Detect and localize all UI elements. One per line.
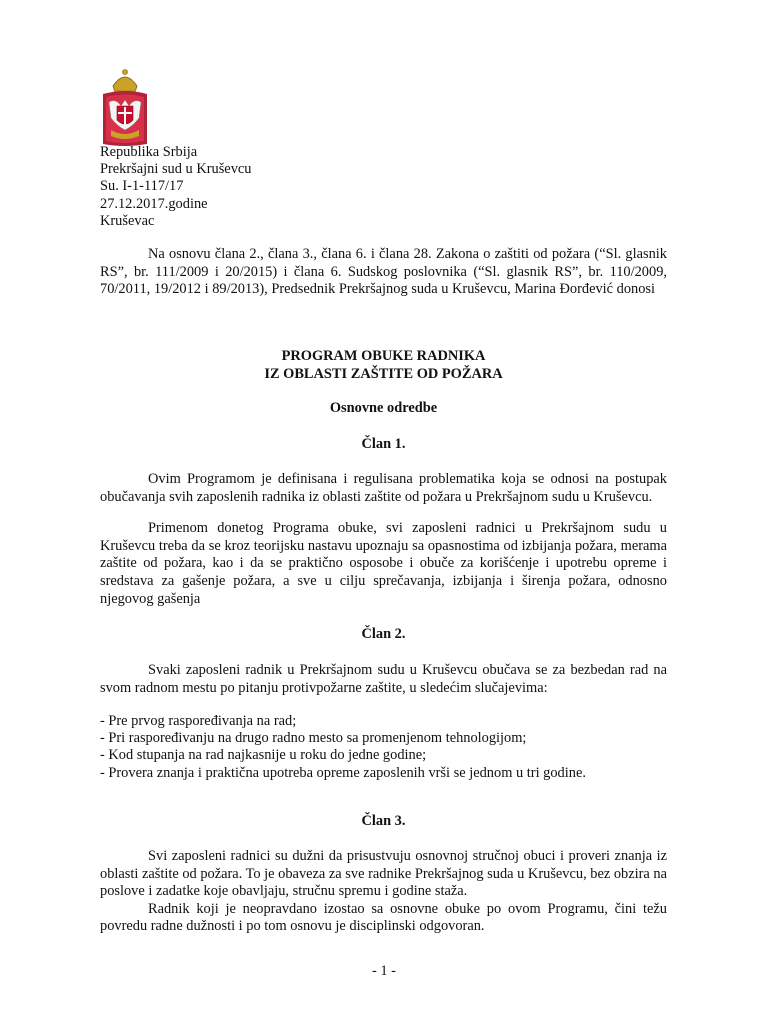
header-line: Su. I-1-117/17 bbox=[100, 178, 184, 195]
list-item: - Pre prvog raspoređivanja na rad; bbox=[100, 713, 297, 729]
clan-2-paragraph-1: Svaki zaposleni radnik u Prekršajnom sudu u Kruševcu obučava se za bezbedan rad na svom radnom mestu po pitanju protivpožarne zaštite, u sledećim slučajevima: bbox=[100, 662, 667, 696]
clan-1-paragraph-1: Ovim Programom je definisana i regulisana problematika koja se odnosi na postupak obučavanja svih zaposlenih radnika iz oblasti zaštite od požara u Prekršajnom sudu u Kruševcu. bbox=[100, 471, 667, 505]
clan-3-paragraph-2: Radnik koji je neopravdano izostao sa osnovne obuke po ovom Programu, čini težu povredu radne dužnosti i po tom osnovu je disciplinski odgovoran. bbox=[100, 900, 667, 935]
clan-2-block bbox=[100, 662, 667, 697]
list-item: - Kod stupanja na rad najkasnije u roku do jedne godine; bbox=[100, 747, 427, 764]
clan-1-paragraph-2: Primenom donetog Programa obuke, svi zaposleni radnici u Prekršajnom sudu u Kruševcu treba da se kroz teorijsku nastavu upoznaju sa opasnostima od izbijanja požara, merama zaštite od požara, kao i da se praktično osposobe i obuče za korišćenje i upotrebu opreme i sredstava za gašenje požara, a sve u cilju sprečavanja, izbijanja i širenja požara, odnosno njegovog gašenja bbox=[100, 520, 667, 607]
clan-3-heading: Član 3. bbox=[361, 813, 406, 829]
clan-3-paragraph-1: Svi zaposleni radnici su dužni da prisustvuju osnovnoj stručnoj obuci i proveri znanja iz oblasti zaštite od požara. To je obaveza za sve radnike Prekršajnog suda u Kruševcu, bez obzira na poslove i zadatke koje obavljaju, stručnu spremu i godine staža. bbox=[100, 848, 667, 900]
clan-2-heading: Član 2. bbox=[361, 626, 406, 642]
page-number: - 1 - bbox=[372, 963, 396, 979]
court-header bbox=[100, 144, 251, 230]
clan-1-heading: Član 1. bbox=[361, 436, 406, 452]
clan-3-block bbox=[100, 848, 667, 936]
section-heading: Osnovne odredbe bbox=[329, 400, 438, 416]
coat-of-arms-emblem bbox=[99, 66, 151, 148]
intro-paragraph: Na osnovu člana 2., člana 3., člana 6. i člana 28. Zakona o zaštiti od požara (“Sl. glasnik RS”, br. 111/2009 i 20/2015) i člana 6. Sudskog poslovnika (“Sl. glasnik RS”, br. 110/2009, 70/2011, 19/2012 i 89/2013), Predsednik Prekršajnog suda u Kruševcu, Marina Đorđević donosi bbox=[100, 246, 667, 298]
list-item: - Provera znanja i praktična upotreba opreme zaposlenih vrši se jednom u tri godine. bbox=[100, 764, 586, 781]
document-title-line-2: IZ OBLASTI ZAŠTITE OD POŽARA bbox=[264, 366, 503, 382]
intro-block bbox=[100, 246, 667, 299]
clan-2-list bbox=[100, 713, 667, 782]
list-item: - Pri raspoređivanju na drugo radno mesto sa promenjenom tehnologijom; bbox=[100, 730, 527, 747]
document-title-line-1: PROGRAM OBUKE RADNIKA bbox=[281, 348, 486, 364]
header-line: Kruševac bbox=[100, 212, 155, 229]
header-line: Prekršajni sud u Kruševcu bbox=[100, 161, 252, 178]
header-line: Republika Srbija bbox=[100, 144, 198, 160]
clan-1-block bbox=[100, 471, 667, 608]
header-line: 27.12.2017.godine bbox=[100, 195, 208, 212]
